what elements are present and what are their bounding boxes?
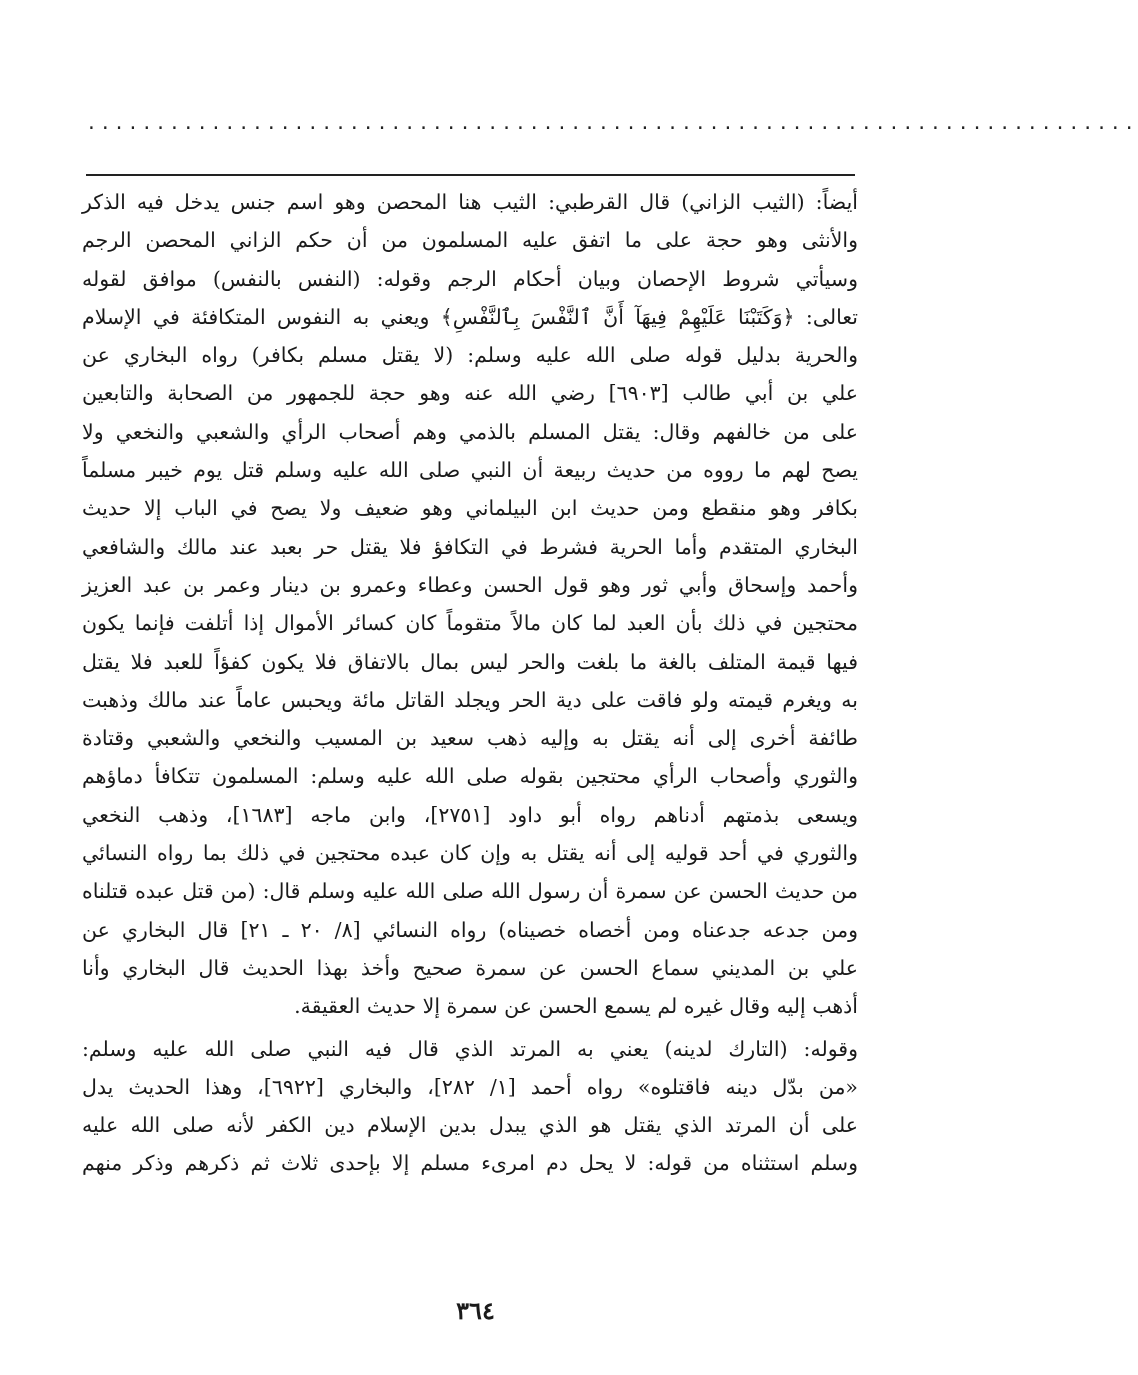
text-line: تعالى: ﴿وَكَتَبْنَا عَلَيْهِمْ فِيهَآ أَنَّ ٱلنَّفْسَ بِٱلنَّفْسِ﴾ ويعني به النفوس المتكافئة في الإسلام <box>82 304 858 329</box>
text-line: ويسعى بذمتهم أدناهم رواه أبو داود [٢٧٥١]، وابن ماجه [١٦٨٣]، وذهب النخعي <box>82 802 858 827</box>
text-line: وسيأتي شروط الإحصان وبيان أحكام الرجم وقوله: (النفس بالنفس) موافق لقوله <box>82 266 858 291</box>
page-number: ٣٦٤ <box>456 1296 495 1325</box>
paragraph-1 <box>82 183 858 1026</box>
text-line: طائفة أخرى إلى أنه يقتل به وإليه ذهب سعيد بن المسيب والنخعي والشعبي وقتادة <box>82 726 858 751</box>
body-text <box>82 183 858 1183</box>
horizontal-rule <box>86 174 855 176</box>
text-line: يصح لهم ما رووه من حديث ربيعة أن النبي صلى الله عليه وسلم قتل يوم خيبر مسلماً <box>82 458 858 483</box>
text-line: والثوري وأصحاب الرأي محتجين بقوله صلى الله عليه وسلم: المسلمون تتكافأ دماؤهم <box>82 764 858 789</box>
text-line: على من خالفهم وقال: يقتل المسلم بالذمي وهم أصحاب الرأي والشعبي والنخعي ولا <box>82 419 858 444</box>
text-line: والأنثى وهو حجة على ما اتفق عليه المسلمون من أن حكم الزاني المحصن الرجم <box>82 228 858 253</box>
text-line: به ويغرم قيمته ولو فاقت على دية الحر ويجلد القاتل مائة ويحبس عاماً عند مالك وذهبت <box>82 687 858 712</box>
text-line: البخاري المتقدم وأما الحرية فشرط في التكافؤ فلا يقتل حر بعبد عند مالك والشافعي <box>82 534 858 559</box>
text-line: فيها قيمة المتلف بالغة ما بلغت والحر ليس بمال بالاتفاق فلا يكون كفؤاً للعبد فلا يقتل <box>82 649 858 674</box>
text-line: من حديث الحسن عن سمرة أن رسول الله صلى الله عليه وسلم قال: (من قتل عبده قتلناه <box>82 879 858 904</box>
text-line: ومن جدعه جدعناه ومن أخصاه خصيناه) رواه النسائي [٨/ ٢٠ ـ ٢١] قال البخاري عن <box>82 917 858 942</box>
text-line: وسلم استثناه من قوله: لا يحل دم امرىء مسلم إلا بإحدى ثلاث ثم ذكرهم وذكر منهم <box>82 1151 858 1176</box>
text-line: والحرية بدليل قوله صلى الله عليه وسلم: (لا يقتل مسلم بكافر) رواه البخاري عن <box>82 343 858 368</box>
text-line: والثوري في أحد قوليه إلى أنه يقتل به وإن كان عبده محتجين في ذلك بما رواه النسائي <box>82 841 858 866</box>
dotted-separator: ............................................................................ <box>86 113 1138 134</box>
text-line: وقوله: (التارك لدينه) يعني به المرتد الذي قال فيه النبي صلى الله عليه وسلم: <box>82 1036 858 1061</box>
text-line: على أن المرتد الذي يقتل هو الذي يبدل بدين الإسلام دين الكفر لأنه صلى الله عليه <box>82 1113 858 1138</box>
text-line: أذهب إليه وقال غيره لم يسمع الحسن عن سمرة إلا حديث العقيقة. <box>294 994 858 1019</box>
text-line: محتجين في ذلك بأن العبد لما كان مالاً متقوماً كان كسائر الأموال إذا أتلفت فإنما يكون <box>82 611 858 636</box>
text-line: علي بن أبي طالب [٦٩٠٣] رضي الله عنه وهو حجة للجمهور من الصحابة والتابعين <box>82 381 859 406</box>
text-line: «من بدّل دينه فاقتلوه» رواه أحمد [١/ ٢٨٢]، والبخاري [٦٩٢٢]، وهذا الحديث يدل <box>82 1074 858 1099</box>
text-line: علي بن المديني سماع الحسن عن سمرة صحيح وأخذ بهذا الحديث قال البخاري وأنا <box>82 955 858 980</box>
text-line: وأحمد وإسحاق وأبي ثور وهو قول الحسن وعطاء وعمرو بن دينار وعمر بن عبد العزيز <box>82 572 858 597</box>
text-line: أيضاً: (الثيب الزاني) قال القرطبي: الثيب هنا المحصن وهو اسم جنس يدخل فيه الذكر <box>82 190 858 214</box>
text-line: بكافر وهو منقطع ومن حديث ابن البيلماني وهو ضعيف ولا يصح في الباب إلا حديث <box>82 496 858 521</box>
paragraph-2 <box>82 1030 858 1183</box>
